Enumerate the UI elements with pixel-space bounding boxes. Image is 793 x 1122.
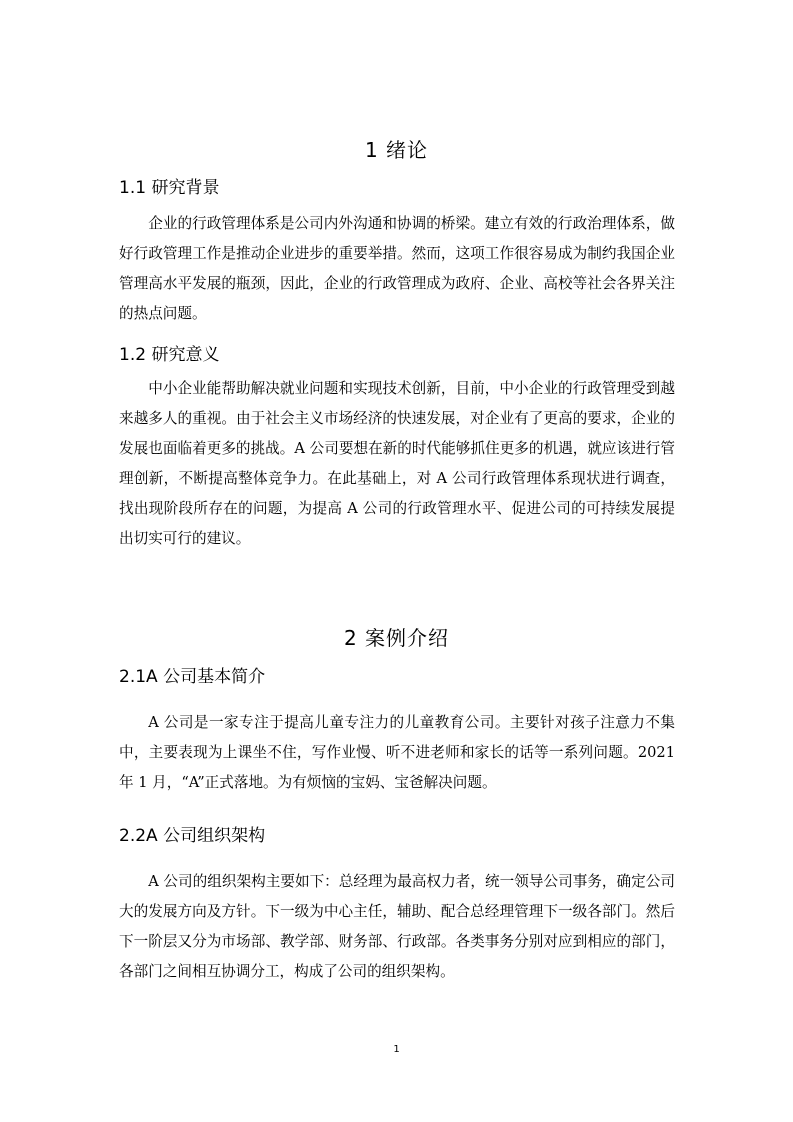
chapter-1-title: 1 绪论	[364, 138, 429, 162]
section-1-2-heading: 1.2 研究意义	[119, 345, 220, 365]
section-2-1-paragraph: A 公司是一家专注于提高儿童专注力的儿童教育公司。主要针对孩子注意力不集中，主要表现为上课坐不住，写作业慢、听不进老师和家长的话等一系列问题。2021 年 1 月，“A”正式落地。为有烦恼的宝妈、宝爸解决问题。	[119, 714, 675, 791]
section-2-2-heading: 2.2A 公司组织架构	[119, 826, 266, 846]
chapter-2-title: 2 案例介绍	[343, 626, 450, 650]
section-1-1-paragraph: 企业的行政管理体系是公司内外沟通和协调的桥梁。建立有效的行政治理体系，做好行政管理工作是推动企业进步的重要举措。然而，这项工作很容易成为制约我国企业管理高水平发展的瓶颈，因此，企业的行政管理成为政府、企业、高校等社会各界关注的热点问题。	[119, 215, 675, 322]
section-1-2-paragraph: 中小企业能帮助解决就业问题和实现技术创新，目前，中小企业的行政管理受到越来越多人的重视。由于社会主义市场经济的快速发展，对企业有了更高的要求，企业的发展也面临着更多的挑战。A 公司要想在新的时代能够抓住更多的机遇，就应该进行管理创新，不断提高整体竞争力。在此基础上，对 A 公司行政管理体系现状进行调查，找出现阶段所存在的问题，为提高 A 公司的行政管理水平、促进公司的可持续发展提出切实可行的建议。	[119, 380, 675, 547]
section-1-1-heading: 1.1 研究背景	[119, 178, 220, 198]
section-2-2-paragraph: A 公司的组织架构主要如下：总经理为最高权力者，统一领导公司事务，确定公司大的发展方向及方针。下一级为中心主任，辅助、配合总经理管理下一级各部门。然后下一阶层又分为市场部、教学部、财务部、行政部。各类事务分别对应到相应的部门，各部门之间相互协调分工，构成了公司的组织架构。	[119, 873, 675, 980]
section-2-1-heading: 2.1A 公司基本简介	[119, 667, 266, 687]
page-number: 1	[393, 1044, 400, 1055]
